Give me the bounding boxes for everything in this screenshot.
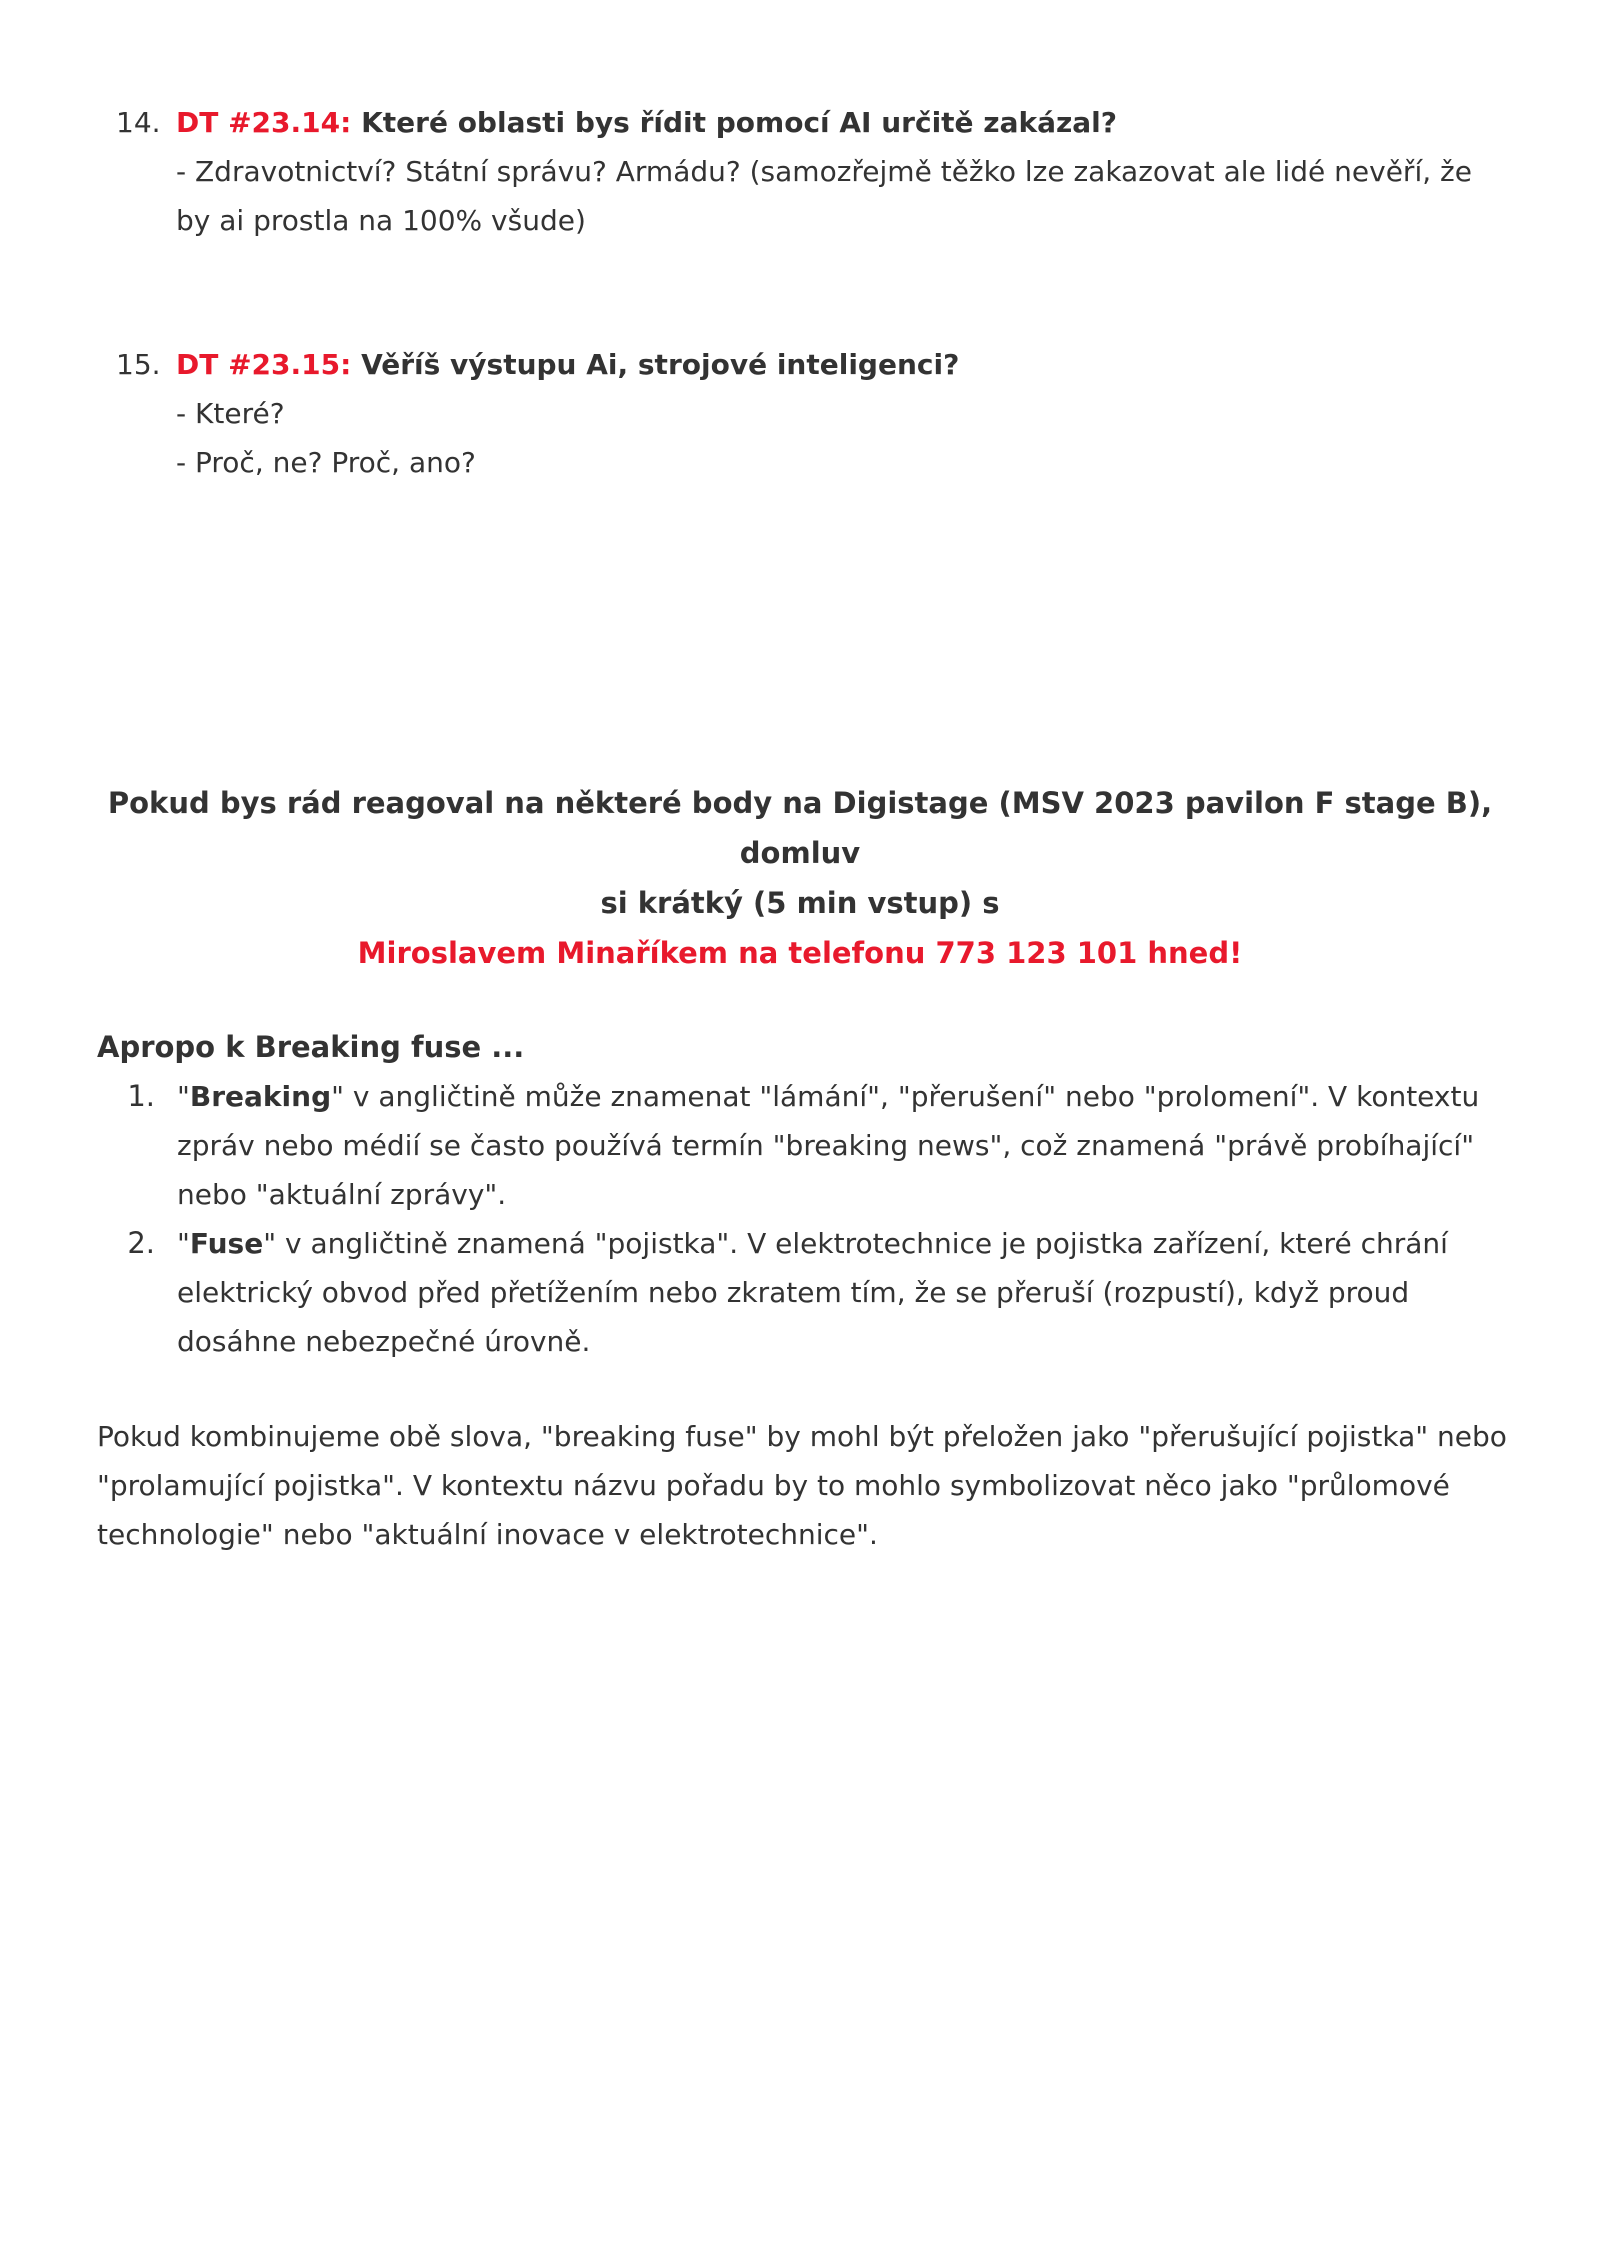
definition-list bbox=[97, 1072, 1517, 1366]
list-item-text bbox=[177, 1072, 1517, 1219]
apropo-section bbox=[97, 1022, 1517, 1366]
note-line: Pokud bys rád reagoval na některé body na Digistage (MSV 2023 pavilon F stage B), domluv bbox=[107, 786, 1493, 870]
list-item-number: 1. bbox=[127, 1079, 155, 1113]
list-item-number: 2. bbox=[127, 1226, 155, 1260]
question-number: 15. bbox=[116, 348, 161, 381]
section-heading: Apropo k Breaking fuse ... bbox=[97, 1030, 525, 1064]
list-item bbox=[97, 1219, 1517, 1366]
term: Fuse bbox=[189, 1227, 264, 1260]
question-answer-line: - Proč, ne? Proč, ano? bbox=[176, 446, 476, 479]
question-title: Věříš výstupu Ai, strojové inteligenci? bbox=[361, 348, 960, 381]
question-14 bbox=[116, 98, 1516, 245]
question-answer-line: by ai prostla na 100% všude) bbox=[176, 204, 586, 237]
note-contact-line: Miroslavem Minaříkem na telefonu 773 123 101 hned! bbox=[357, 936, 1243, 970]
question-heading bbox=[176, 340, 1516, 389]
digistage-note bbox=[90, 778, 1510, 978]
question-number: 14. bbox=[116, 106, 161, 139]
list-item-text bbox=[177, 1219, 1517, 1366]
definition: " v angličtině znamená "pojistka". V elektrotechnice je pojistka zařízení, které chrání elektrický obvod před přetížením nebo zkratem tím, že se přeruší (rozpustí), když proud dosáhne nebezpečné úrovně. bbox=[177, 1227, 1448, 1358]
list-item bbox=[97, 1072, 1517, 1219]
closing-paragraph: Pokud kombinujeme obě slova, "breaking fuse" by mohl být přeložen jako "přerušující pojistka" nebo "prolamující pojistka". V kontextu názvu pořadu by to mohlo symbolizovat něco jako "průlomové technologie" nebo "aktuální inovace v elektrotechnice". bbox=[97, 1420, 1507, 1551]
question-code: DT #23.14: bbox=[176, 106, 352, 139]
quote-mark: " bbox=[177, 1080, 190, 1113]
question-code: DT #23.15: bbox=[176, 348, 352, 381]
definition: " v angličtině může znamenat "lámání", "přerušení" nebo "prolomení". V kontextu zpráv nebo médií se často používá termín "breaking news", což znamená "právě probíhající" nebo "aktuální zprávy". bbox=[177, 1080, 1480, 1211]
question-heading bbox=[176, 98, 1516, 147]
note-line: si krátký (5 min vstup) s bbox=[600, 886, 1000, 920]
quote-mark: " bbox=[177, 1227, 190, 1260]
term: Breaking bbox=[189, 1080, 332, 1113]
question-answer-line: - Zdravotnictví? Státní správu? Armádu? (samozřejmě těžko lze zakazovat ale lidé nevěří, že bbox=[176, 155, 1472, 188]
question-title: Které oblasti bys řídit pomocí AI určitě zakázal? bbox=[361, 106, 1118, 139]
question-answer-line: - Které? bbox=[176, 397, 285, 430]
question-15 bbox=[116, 340, 1516, 487]
